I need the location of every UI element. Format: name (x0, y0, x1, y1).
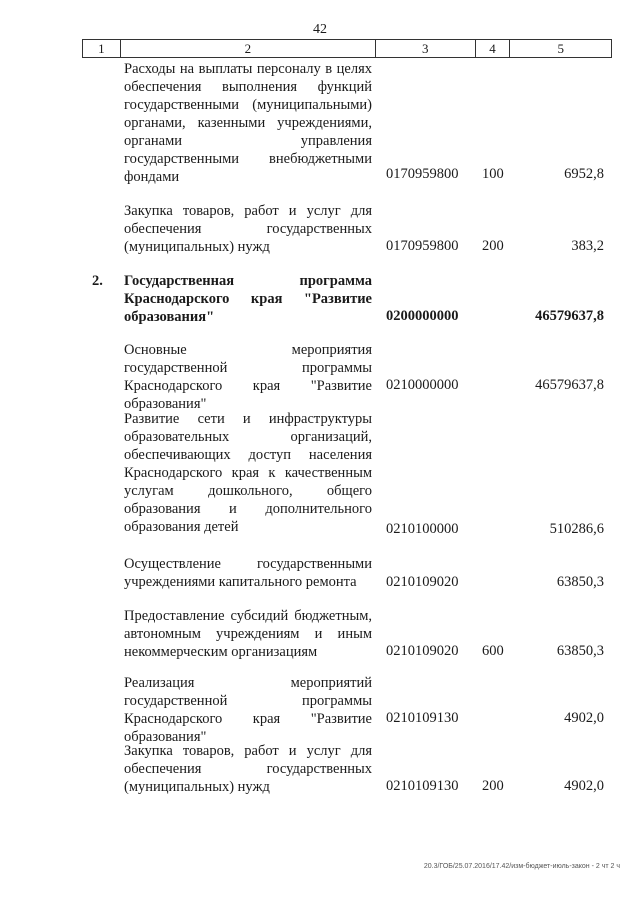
header-col-4: 4 (476, 40, 511, 57)
row-sum: 4902,0 (564, 778, 604, 794)
row-description: Закупка товаров, работ и услуг для обеспечения государственных (муниципальных) нужд (124, 203, 372, 255)
header-col-1: 1 (83, 40, 121, 57)
row-sum: 383,2 (571, 238, 604, 254)
row-kvr: 200 (482, 778, 504, 794)
row-code: 0210109020 (386, 643, 459, 659)
row-description: Закупка товаров, работ и услуг для обеспечения государственных (муниципальных) нужд (124, 743, 372, 795)
row-description: Осуществление государственными учреждениями капитального ремонта (124, 556, 372, 590)
row-description: Расходы на выплаты персоналу в целях обеспечения выполнения функций государственными (муниципальными) органами, казенными учреждениями, органами управления государственными внебюджетными фондами (124, 61, 372, 185)
row-description: Развитие сети и инфраструктуры образовательных организаций, обеспечивающих доступ населения Краснодарского края к качественным услугам дошкольного, общего образования и дополнительного образования детей (124, 411, 372, 535)
header-col-5: 5 (557, 41, 564, 56)
header-col-3: 3 (376, 40, 476, 57)
row-description: Предоставление субсидий бюджетным, автономным учреждениям и иным некоммерческим организациям (124, 608, 372, 660)
row-code: 0200000000 (386, 308, 459, 324)
row-sum: 63850,3 (556, 574, 604, 590)
page-number: 42 (313, 22, 327, 37)
row-sum: 4902,0 (564, 710, 604, 726)
row-description: Основные мероприятия государственной программы Краснодарского края "Развитие образования" (124, 342, 372, 412)
row-sum: 46579637,8 (535, 377, 604, 393)
row-code: 0210100000 (386, 521, 459, 537)
header-col-2: 2 (121, 40, 376, 57)
row-code: 0170959800 (386, 166, 459, 182)
row-code: 0210109130 (386, 778, 459, 794)
row-sum: 6952,8 (564, 166, 604, 182)
row-kvr: 200 (482, 238, 504, 254)
row-sum: 63850,3 (556, 643, 604, 659)
row-description: Реализация мероприятий государственной программы Краснодарского края "Развитие образования" (124, 675, 372, 745)
row-code: 0210000000 (386, 377, 459, 393)
row-kvr: 600 (482, 643, 504, 659)
row-code: 0210109130 (386, 710, 459, 726)
row-number: 2. (92, 273, 103, 289)
row-sum: 510286,6 (549, 521, 604, 537)
table-header (82, 39, 612, 58)
row-sum: 46579637,8 (535, 308, 604, 324)
row-code: 0210109020 (386, 574, 459, 590)
document-footer: 20.3/ГОБ/25.07.2016/17.42/изм-бюджет-июль-закон - 2 чт 2 ч (423, 863, 620, 870)
row-description: Государственная программа Краснодарского края "Развитие образования" (124, 273, 372, 325)
row-kvr: 100 (482, 166, 504, 182)
row-code: 0170959800 (386, 238, 459, 254)
